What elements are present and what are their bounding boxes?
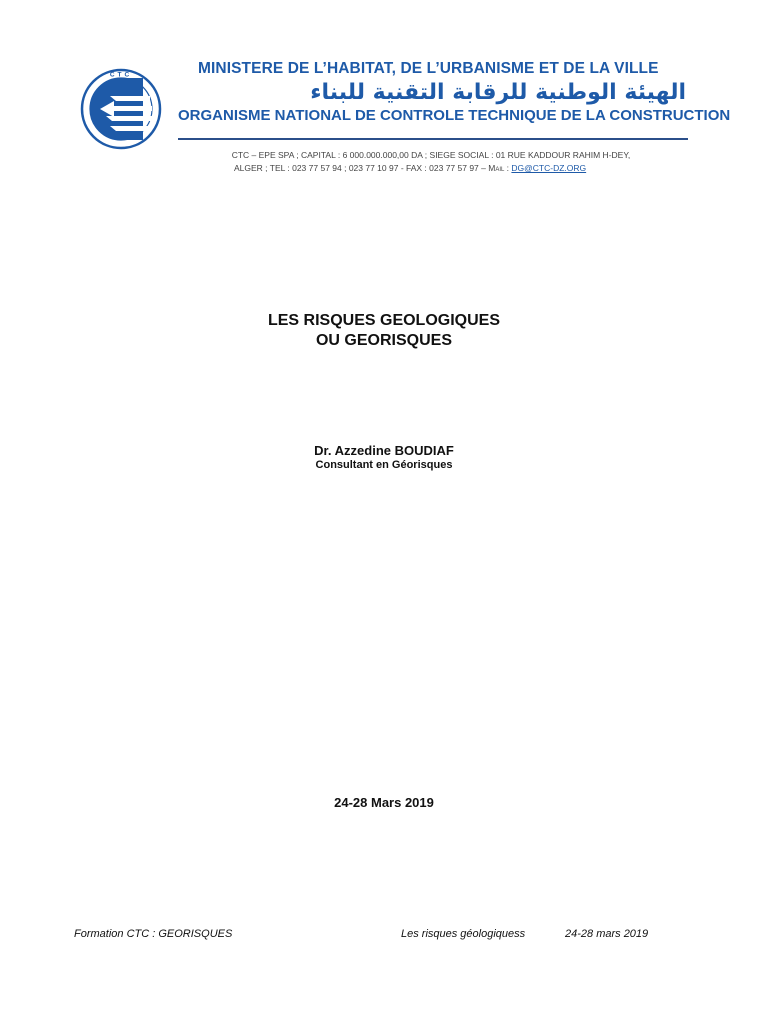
document-title-line-2: OU GEORISQUES xyxy=(315,332,453,349)
author-role: Consultant en Géorisques xyxy=(315,459,453,471)
address-line-1: CTC – EPE SPA ; CAPITAL : 6 000.000.000,00 DA ; SIEGE SOCIAL : 01 RUE KADDOUR RAHIM H-DEY, xyxy=(231,150,631,160)
ctc-logo xyxy=(80,68,162,150)
logo-text: CTC xyxy=(109,71,133,79)
document-date: 24-28 Mars 2019 xyxy=(334,795,434,810)
ministry-name: MINISTERE DE L’HABITAT, DE L’URBANISME ET DE LA VILLE xyxy=(198,60,659,77)
letterhead xyxy=(178,60,731,124)
header-divider xyxy=(178,138,688,140)
arabic-organism-name: الهيئة الوطنية للرقابة التقنية للبناء xyxy=(310,80,686,105)
document-title-line-1: LES RISQUES GEOLOGIQUES xyxy=(267,312,501,329)
organism-name: ORGANISME NATIONAL DE CONTROLE TECHNIQUE DE LA CONSTRUCTION xyxy=(178,107,731,124)
footer-topic: Les risques géologiquess xyxy=(401,928,526,940)
company-address xyxy=(196,149,666,175)
footer-date: 24-28 mars 2019 xyxy=(565,928,649,940)
mail-link[interactable]: DG@CTC-DZ.ORG xyxy=(511,163,587,173)
footer-course: Formation CTC : GEORISQUES xyxy=(74,928,233,940)
address-line-2 xyxy=(234,162,666,175)
mail-label: Mail : xyxy=(488,163,512,173)
author-name: Dr. Azzedine BOUDIAF xyxy=(314,443,454,458)
address-contact: ALGER ; TEL : 023 77 57 94 ; 023 77 10 97 - FAX : 023 77 57 97 – xyxy=(234,163,489,173)
